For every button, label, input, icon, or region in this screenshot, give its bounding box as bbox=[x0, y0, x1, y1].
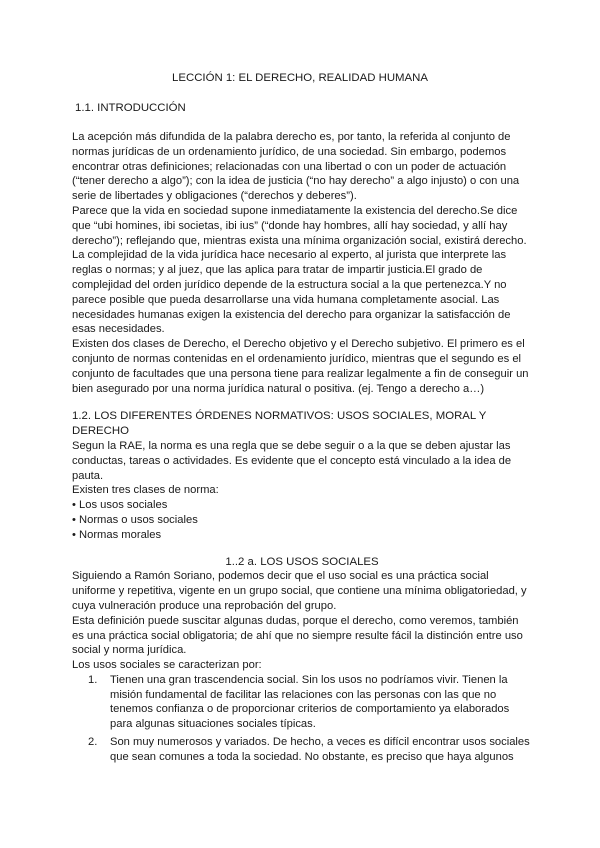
document-body bbox=[72, 130, 532, 765]
list-item: • Normas morales bbox=[72, 528, 532, 543]
norm-types-list bbox=[72, 498, 532, 542]
list-number: 2. bbox=[88, 736, 98, 749]
list-item-text: Tienen una gran trascendencia social. Sin los usos no podríamos vivir. Tienen la misión fundamental de facilitar las relaciones con las personas con las que no tenemos confianza o de proporcionar criterios de comportamiento ya elaborados para algunas situaciones sociales típicas. bbox=[110, 673, 510, 731]
page-title: LECCIÓN 1: EL DERECHO, REALIDAD HUMANA bbox=[172, 72, 428, 84]
paragraph: Los usos sociales se caracterizan por: bbox=[72, 659, 262, 672]
section-heading-introduccion: 1.1. INTRODUCCIÓN bbox=[75, 102, 186, 114]
paragraph: Parece que la vida en sociedad supone inmediatamente la existencia del derecho.Se dice que “ubi homines, ibi societas, ibi ius” (“donde hay hombres, allí hay sociedad, y allí hay derecho”); reflejando que, mientras exista una mínima organización social, existirá derecho. bbox=[72, 204, 527, 247]
list-number: 1. bbox=[88, 673, 98, 686]
paragraph: La acepción más difundida de la palabra derecho es, por tanto, la referida al conjunto de normas jurídicas de un ordenamiento jurídico, de una sociedad. Sin embargo, podemos encontrar otras definiciones; relacionadas con una libertad o con un poder de actuación (“tener derecho a algo”); con la idea de justicia (“no hay derecho” a algo injusto) o con una serie de libertades y obligaciones (“derechos y deberes”). bbox=[72, 131, 520, 203]
paragraph: La complejidad de la vida jurídica hace necesario al experto, al jurista que interprete las reglas o normas; y al juez, que las aplica para tratar de impartir justicia.El grado de complejidad del orden jurídico depende de la estructura social a la que pertenezca.Y no parece posible que pueda desarrollarse una vida humana completamente asocial. Las necesidades humanas exigen la existencia del derecho para organizar la satisfacción de esas necesidades. bbox=[72, 249, 511, 336]
paragraph: Existen dos clases de Derecho, el Derecho objetivo y el Derecho subjetivo. El primero es el conjunto de normas contenidas en el ordenamiento jurídico, mientras que el segundo es el conjunto de facultades que una persona tiene para realizar legalmente a fin de conseguir un bien asegurado por una norma jurídica natural o positiva. (ej. Tengo a derecho a…) bbox=[72, 338, 529, 395]
list-item: • Normas o usos sociales bbox=[72, 513, 532, 528]
paragraph: Segun la RAE, la norma es una regla que se debe seguir o a la que se deben ajustar las conductas, tareas o actividades. Es evidente que el concepto está vinculado a la idea de pauta. bbox=[72, 439, 512, 482]
list-item bbox=[72, 735, 532, 765]
list-item bbox=[72, 673, 532, 732]
section-heading-ordenes-normativos: 1.2. LOS DIFERENTES ÓRDENES NORMATIVOS: USOS SOCIALES, MORAL Y DERECHO bbox=[72, 410, 487, 438]
list-item: • Los usos sociales bbox=[72, 498, 532, 513]
paragraph: Esta definición puede suscitar algunas dudas, porque el derecho, como veremos, también es una práctica social obligatoria; de ahí que no siempre resulte fácil la distinción entre uso social y norma jurídica. bbox=[72, 614, 523, 657]
section-heading-usos-sociales: 1..2 a. LOS USOS SOCIALES bbox=[225, 555, 379, 568]
paragraph: Existen tres clases de norma: bbox=[72, 484, 219, 497]
characteristics-list bbox=[72, 673, 532, 765]
paragraph: Siguiendo a Ramón Soriano, podemos decir que el uso social es una práctica social uniforme y repetitiva, vigente en un grupo social, que contiene una mínima obligatoriedad, y cuya vulneración produce una reprobación del grupo. bbox=[72, 570, 527, 612]
list-item-text: Son muy numerosos y variados. De hecho, a veces es difícil encontrar usos sociales que sean comunes a toda la sociedad. No obstante, es preciso que haya algunos bbox=[110, 736, 530, 763]
